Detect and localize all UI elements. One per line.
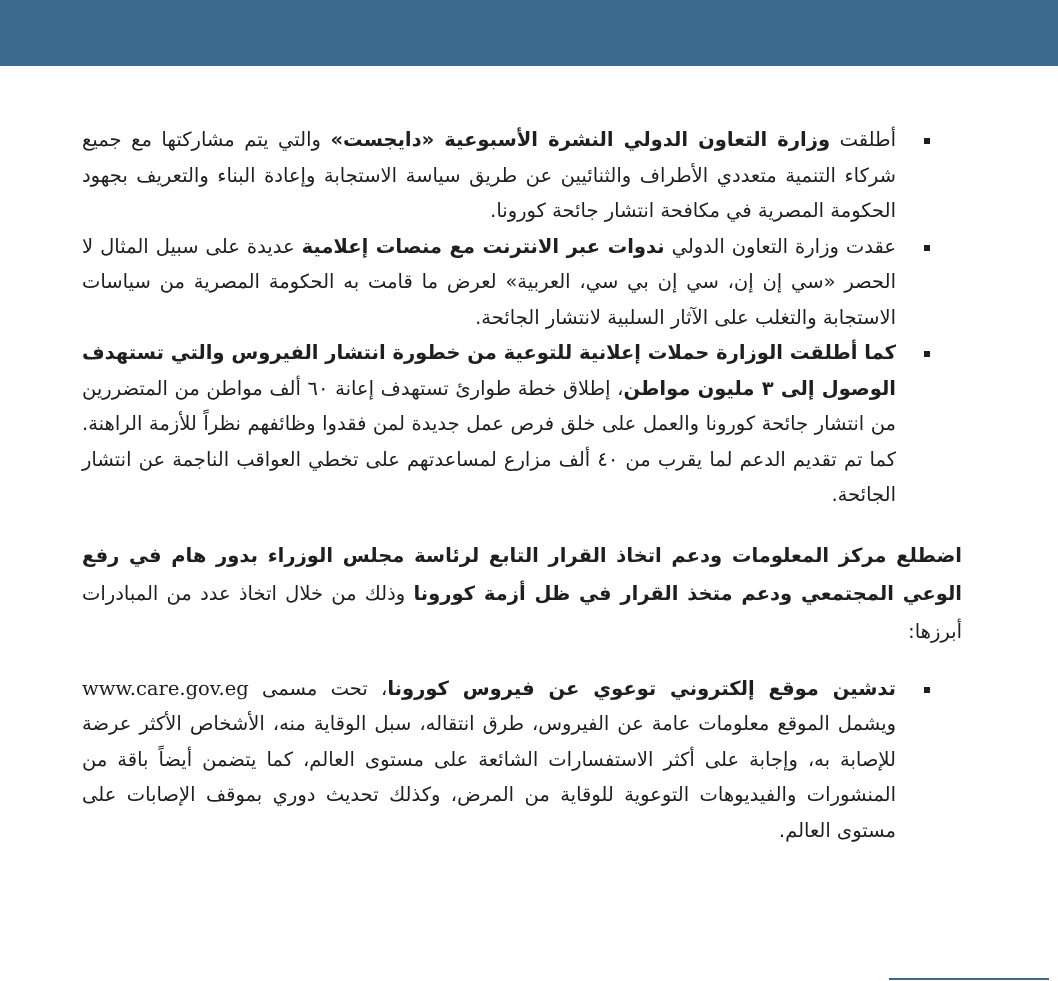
list-item — [82, 335, 896, 513]
website-url: www.care.gov.eg — [82, 676, 249, 700]
website-list — [82, 671, 962, 849]
item-bold-text: تدشين موقع إلكتروني توعوي عن فيروس كورونا — [387, 676, 897, 700]
paragraph-text: وذلك من خلال اتخاذ عدد من المبادرات أبرزها: — [82, 581, 962, 643]
initiatives-list — [82, 122, 962, 513]
list-item — [82, 671, 896, 849]
item-text: عديدة على سبيل المثال لا الحصر «سي إن إن، سي إن بي سي، العربية» لعرض ما قامت به الحكومة المصرية من سياسات الاستجابة والتغلب على الآثار السلبية لانتشار الجائحة. — [82, 234, 896, 329]
item-bold-text: كما أطلقت الوزارة حملات إعلانية للتوعية من خطورة انتشار الفيروس والتي تستهدف الوصول إلى ٣ مليون مواطن — [82, 341, 896, 400]
item-bold-text: ندوات عبر الانترنت مع منصات إعلامية — [301, 234, 665, 258]
list-item — [82, 122, 896, 229]
list-item — [82, 229, 896, 336]
item-text: ، تحت مسمى — [248, 676, 388, 700]
item-text: ويشمل الموقع معلومات عامة عن الفيروس، طرق انتقاله، سبل الوقاية منه، الأشخاص الأكثر عرضة للإصابة به، وإجابة على أكثر الاستفسارات الشائعة على مستوى العالم، كما يتضمن أيضاً باقة من المنشورات والفيديوهات التوعوية للوقاية من المرض، وكذلك تحديث دوري بموقف الإصابات على مستوى العالم. — [82, 712, 896, 842]
document-body — [82, 122, 962, 848]
bullet-icon — [924, 245, 930, 251]
header-band — [0, 0, 1058, 66]
item-bold-text: وزارة التعاون الدولي النشرة الأسبوعية «دايجست» — [330, 128, 831, 151]
item-text: ، إطلاق خطة طوارئ تستهدف إعانة ٦٠ ألف مواطن من المتضررين من انتشار جائحة كورونا والعمل على خلق فرص عمل جديدة لمن فقدوا وظائفهم نظراً للأزمة الراهنة. كما تم تقديم الدعم لما يقرب من ٤٠ ألف مزارع لمساعدتهم على تخطي العواقب الناجمة عن انتشار الجائحة. — [82, 376, 896, 506]
intro-paragraph — [82, 537, 962, 651]
item-text: أطلقت — [830, 128, 896, 151]
paragraph-bold-text: اضطلع مركز المعلومات ودعم اتخاذ القرار التابع لرئاسة مجلس الوزراء بدور هام في رفع الوعي المجتمعي ودعم متخذ القرار في ظل أزمة كورونا — [82, 543, 962, 605]
item-text: عقدت وزارة التعاون الدولي — [664, 234, 896, 258]
bullet-icon — [924, 138, 930, 144]
footer-rule — [889, 978, 1049, 980]
bullet-icon — [924, 351, 930, 357]
item-text: والتي يتم مشاركتها مع جميع شركاء التنمية متعددي الأطراف والثنائيين عن طريق سياسة الاستجابة وإعادة البناء والتعريف بجهود الحكومة المصرية في مكافحة انتشار جائحة كورونا. — [82, 128, 896, 222]
bullet-icon — [924, 687, 930, 693]
